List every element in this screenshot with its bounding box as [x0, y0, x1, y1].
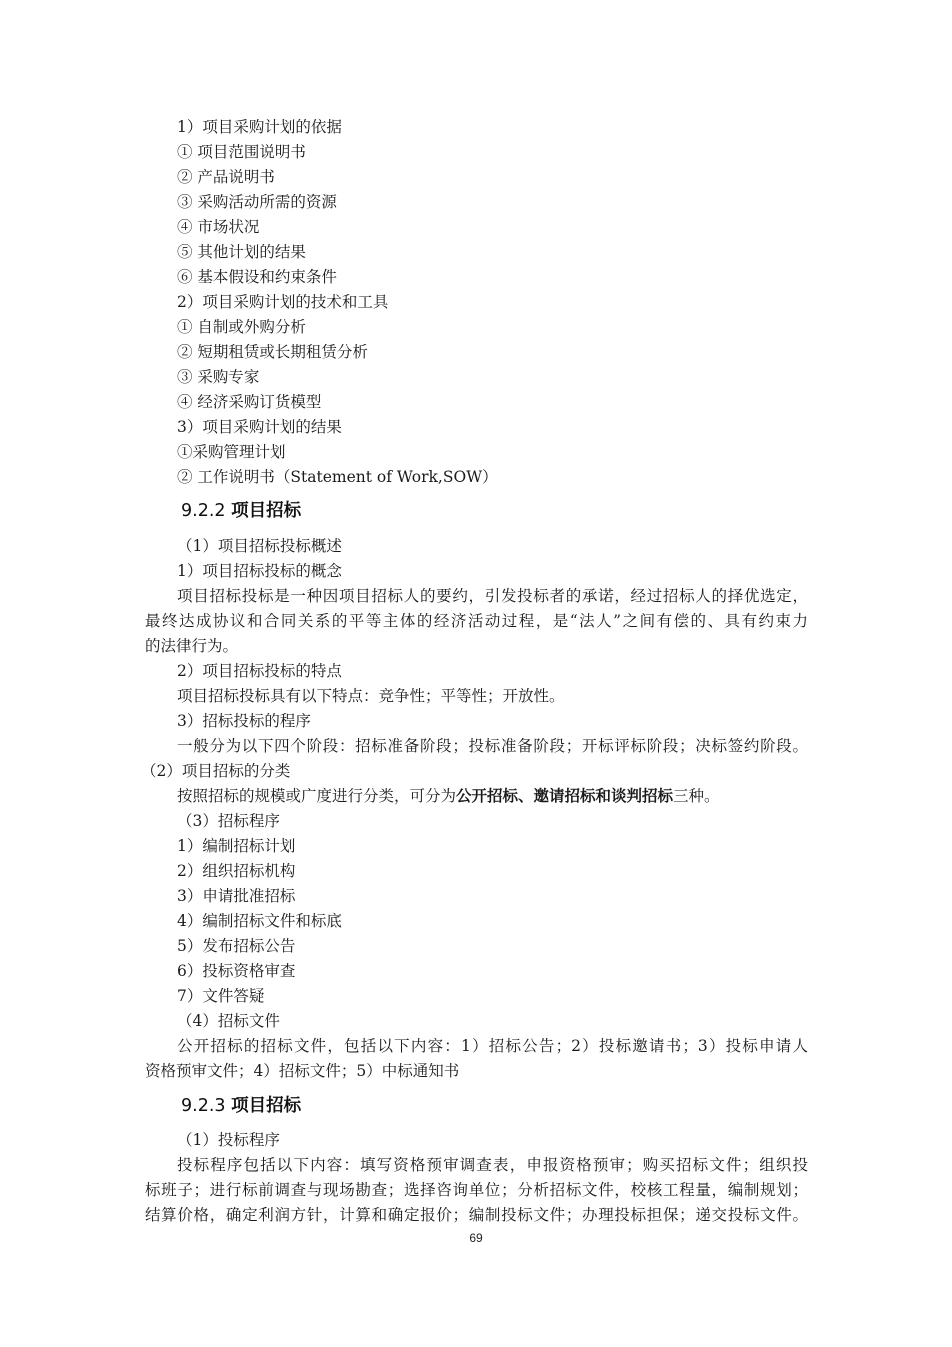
section-heading-922	[181, 500, 301, 522]
bid-title: （1）投标程序	[177, 1131, 280, 1149]
documents-line: 公开招标的招标文件，包括以下内容：1）招标公告；2）投标邀请书；3）投标申请人	[177, 1037, 808, 1055]
overview-title: （1）项目招标投标概述	[177, 537, 342, 555]
step-item: 5）发布招标公告	[177, 937, 296, 955]
documents-line: 资格预审文件；4）招标文件；5）中标通知书	[145, 1062, 460, 1080]
procedure-title: 3）招标投标的程序	[177, 712, 311, 730]
concept-paragraph-line: 最终达成协议和合同关系的平等主体的经济活动过程，是“法人”之间有偿的、具有约束力	[145, 612, 808, 630]
step-item: 4）编制招标文件和标底	[177, 912, 342, 930]
tools-item: ② 短期租赁或长期租赁分析	[177, 343, 368, 361]
results-title: 3）项目采购计划的结果	[177, 418, 342, 436]
bid-line: 投标程序包括以下内容：填写资格预审调查表，申报资格预审；购买招标文件；组织投	[177, 1156, 808, 1174]
step-item: 7）文件答疑	[177, 987, 265, 1005]
bid-line: 结算价格，确定利润方针，计算和确定报价；编制投标文件；办理投标担保；递交投标文件。	[145, 1206, 808, 1224]
step-item: 3）申请批准招标	[177, 887, 296, 905]
page-number: 69	[469, 1231, 483, 1245]
features-title: 2）项目招标投标的特点	[177, 662, 342, 680]
step-item: 6）投标资格审查	[177, 962, 296, 980]
concept-paragraph-line: 项目招标投标是一种因项目招标人的要约，引发投标者的承诺，经过招标人的择优选定，	[177, 587, 808, 605]
section-heading-923	[181, 1095, 301, 1117]
heading-number: 9.2.3	[181, 1096, 226, 1116]
classification-text	[177, 786, 720, 806]
tools-title: 2）项目采购计划的技术和工具	[177, 293, 389, 311]
results-item: ② 工作说明书（Statement of Work,SOW）	[177, 468, 498, 486]
basis-item: ① 项目范围说明书	[177, 143, 306, 161]
basis-item: ② 产品说明书	[177, 168, 275, 186]
classification-suffix: 三种。	[673, 787, 720, 805]
basis-item: ④ 市场状况	[177, 218, 260, 236]
tools-item: ③ 采购专家	[177, 368, 260, 386]
heading-text: 项目招标	[231, 501, 302, 521]
steps-title: （3）招标程序	[177, 812, 280, 830]
classification-bold: 公开招标、邀请招标和谈判招标	[456, 786, 674, 805]
basis-item: ③ 采购活动所需的资源	[177, 193, 337, 211]
basis-title: 1）项目采购计划的依据	[177, 118, 342, 136]
basis-item: ⑤ 其他计划的结果	[177, 243, 306, 261]
step-item: 1）编制招标计划	[177, 837, 296, 855]
procedure-text: 一般分为以下四个阶段：招标准备阶段；投标准备阶段；开标评标阶段；决标签约阶段。	[177, 737, 808, 755]
documents-title: （4）招标文件	[177, 1012, 280, 1030]
heading-text: 项目招标	[231, 1096, 302, 1116]
classification-title: （2）项目招标的分类	[141, 762, 291, 780]
bid-line: 标班子；进行标前调查与现场勘查；选择咨询单位；分析招标文件，校核工程量，编制规划；	[145, 1181, 808, 1199]
tools-item: ④ 经济采购订货模型	[177, 393, 322, 411]
results-item: ①采购管理计划	[177, 443, 286, 461]
concept-paragraph-line: 的法律行为。	[145, 637, 239, 655]
features-text: 项目招标投标具有以下特点：竞争性；平等性；开放性。	[177, 687, 565, 705]
heading-number: 9.2.2	[181, 501, 226, 521]
tools-item: ① 自制或外购分析	[177, 318, 306, 336]
classification-prefix: 按照招标的规模或广度进行分类，可分为	[177, 787, 457, 805]
basis-item: ⑥ 基本假设和约束条件	[177, 268, 337, 286]
step-item: 2）组织招标机构	[177, 862, 296, 880]
concept-title: 1）项目招标投标的概念	[177, 562, 342, 580]
